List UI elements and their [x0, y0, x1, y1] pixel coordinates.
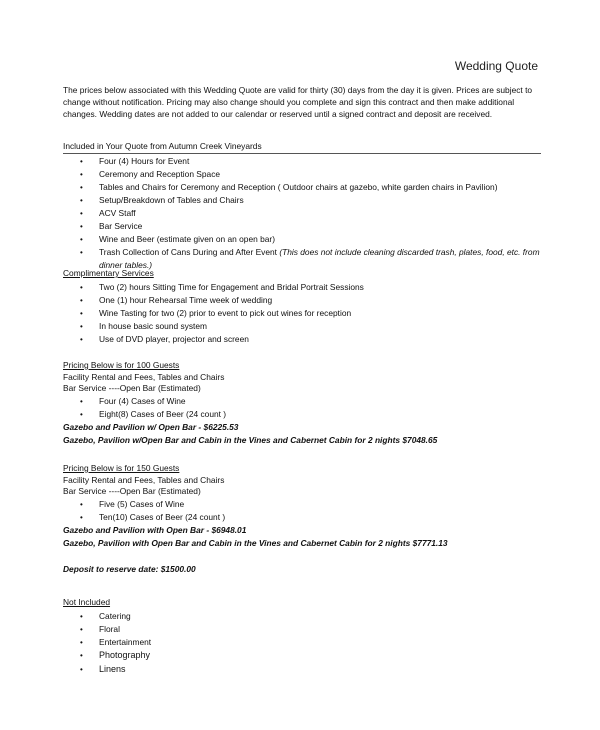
- bullet-icon: •: [80, 513, 83, 523]
- included-section: [63, 141, 541, 272]
- list-item: • Floral: [80, 624, 120, 635]
- not-included-list: [63, 610, 541, 676]
- bullet-icon: •: [80, 183, 83, 193]
- bullet-icon: •: [80, 410, 83, 420]
- page-title: Wedding Quote: [454, 59, 538, 73]
- pricing-100-option1: Gazebo and Pavilion w/ Open Bar - $6225.53: [63, 422, 239, 433]
- intro-text: The prices below associated with this Wedding Quote are valid for thirty (30) days from the day it is given. Prices are subject to change without notification. Pricing may also change should you complete and sign this contract and then make additional changes. Wedding dates are not added to our calendar or reserved until a signed contract and deposit are received.: [63, 85, 533, 119]
- bullet-icon: •: [80, 625, 83, 635]
- pricing-100-option2: Gazebo, Pavilion w/Open Bar and Cabin in the Vines and Cabernet Cabin for 2 nights $7048.65: [63, 435, 438, 446]
- bullet-icon: •: [80, 248, 83, 258]
- list-item: • Wine Tasting for two (2) prior to event to pick out wines for reception: [80, 308, 352, 319]
- list-item: • Eight(8) Cases of Beer (24 count ): [80, 409, 227, 420]
- bullet-icon: •: [80, 157, 83, 167]
- list-item: • Setup/Breakdown of Tables and Chairs: [80, 195, 244, 206]
- bullet-icon: •: [80, 664, 83, 674]
- complimentary-list: [63, 281, 541, 346]
- complimentary-section: [63, 268, 541, 346]
- bullet-icon: •: [80, 222, 83, 232]
- intro-paragraph: [63, 85, 541, 120]
- pricing-100-line1: Facility Rental and Fees, Tables and Chairs: [63, 372, 225, 383]
- pricing-150-section: [63, 463, 541, 550]
- pricing-150-option2: Gazebo, Pavilion with Open Bar and Cabin in the Vines and Cabernet Cabin for 2 nights $7771.13: [63, 538, 448, 549]
- list-item: • Catering: [80, 611, 131, 622]
- included-list: [63, 155, 541, 272]
- pricing-100-section: [63, 360, 541, 447]
- list-item: • Trash Collection of Cans During and After Event (This does not include cleaning discarded trash, plates, food, etc. from dinner tables.): [80, 247, 540, 271]
- trash-note: (This does not include cleaning discarded trash, plates, food, etc. from dinner tables.): [99, 247, 540, 271]
- list-item: • Wine and Beer (estimate given on an open bar): [80, 234, 275, 245]
- included-heading: Included in Your Quote from Autumn Creek Vineyards: [63, 141, 541, 154]
- bullet-icon: •: [80, 196, 83, 206]
- bullet-icon: •: [80, 500, 83, 510]
- list-item: • Four (4) Hours for Event: [80, 156, 190, 167]
- bullet-icon: •: [80, 397, 83, 407]
- list-item: • Two (2) hours Sitting Time for Engagement and Bridal Portrait Sessions: [80, 282, 364, 293]
- list-item: • Photography: [63, 649, 541, 663]
- bullet-icon: •: [80, 235, 83, 245]
- bullet-icon: •: [80, 309, 83, 319]
- pricing-150-line2: Bar Service ----Open Bar (Estimated): [63, 486, 201, 497]
- bullet-icon: •: [80, 170, 83, 180]
- pricing-100-line2: Bar Service ----Open Bar (Estimated): [63, 383, 201, 394]
- list-item: • Linens: [63, 663, 541, 677]
- list-item: • Tables and Chairs for Ceremony and Reception ( Outdoor chairs at gazebo, white garden chairs in Pavilion): [80, 182, 498, 193]
- list-item: • ACV Staff: [80, 208, 136, 219]
- complimentary-heading: Complimentary Services: [63, 268, 154, 278]
- deposit-text: Deposit to reserve date: $1500.00: [63, 564, 196, 574]
- list-item: • In house basic sound system: [80, 321, 208, 332]
- pricing-100-list: [63, 395, 541, 421]
- pricing-150-line1: Facility Rental and Fees, Tables and Chairs: [63, 475, 225, 486]
- deposit-section: [63, 563, 541, 576]
- pricing-150-list: [63, 498, 541, 524]
- list-item: • Bar Service: [80, 221, 143, 232]
- list-item: • Ten(10) Cases of Beer (24 count ): [80, 512, 226, 523]
- bullet-icon: •: [80, 638, 83, 648]
- bullet-icon: •: [80, 335, 83, 345]
- list-item: • One (1) hour Rehearsal Time week of wedding: [80, 295, 273, 306]
- not-included-heading: Not Included: [63, 597, 111, 607]
- not-included-section: [63, 597, 541, 676]
- list-item: • Five (5) Cases of Wine: [80, 499, 185, 510]
- bullet-icon: •: [80, 651, 83, 661]
- pricing-150-option1: Gazebo and Pavilion with Open Bar - $6948.01: [63, 525, 247, 536]
- list-item: • Entertainment: [80, 637, 152, 648]
- bullet-icon: •: [80, 209, 83, 219]
- list-item: • Ceremony and Reception Space: [80, 169, 221, 180]
- bullet-icon: •: [80, 322, 83, 332]
- pricing-150-heading: Pricing Below is for 150 Guests: [63, 463, 180, 473]
- bullet-icon: •: [80, 612, 83, 622]
- bullet-icon: •: [80, 296, 83, 306]
- list-item: • Use of DVD player, projector and screen: [80, 334, 249, 345]
- pricing-100-heading: Pricing Below is for 100 Guests: [63, 360, 180, 370]
- bullet-icon: •: [80, 283, 83, 293]
- list-item: • Four (4) Cases of Wine: [80, 396, 186, 407]
